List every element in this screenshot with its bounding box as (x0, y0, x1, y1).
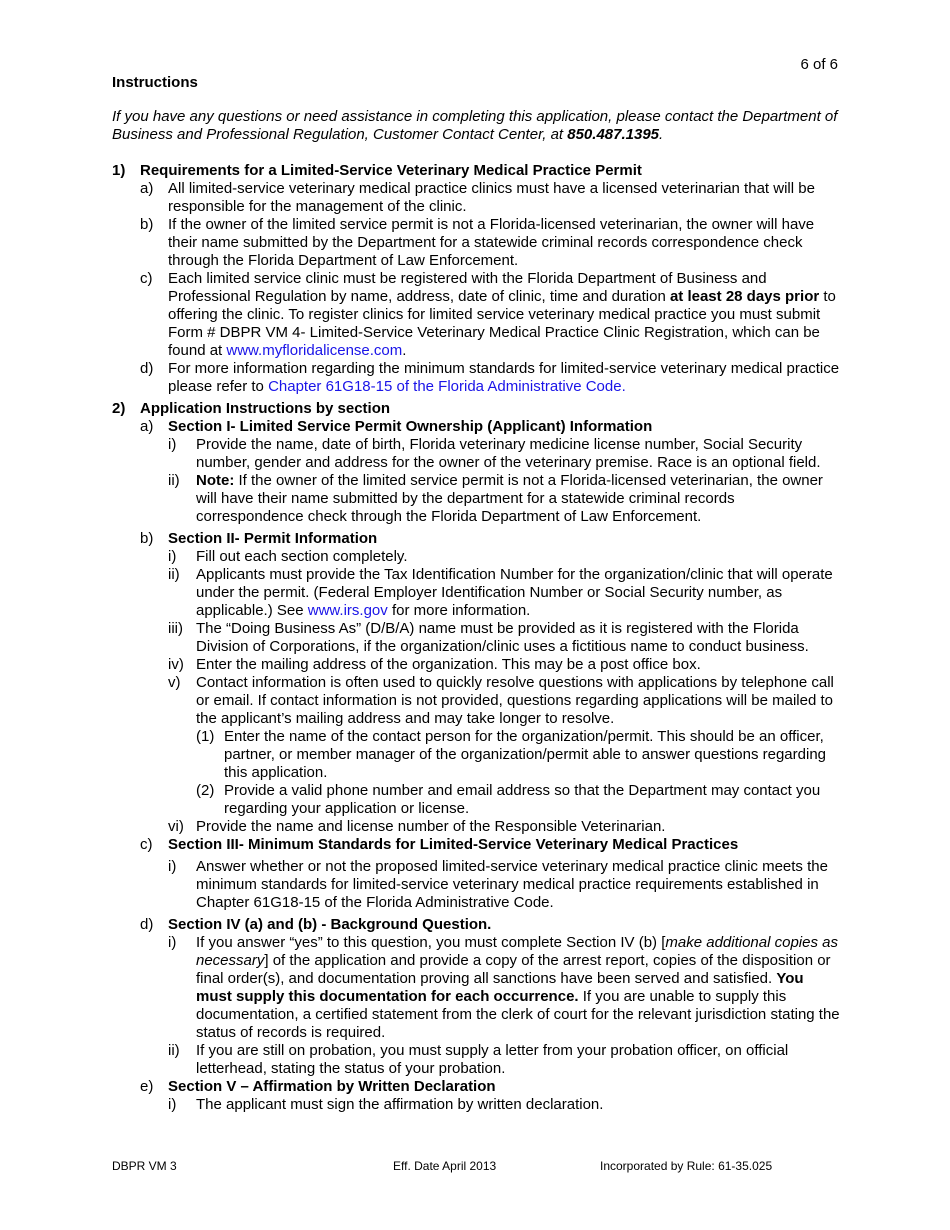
list-item: (2) Provide a valid phone number and email address so that the Department may contact you regarding your application or license. (196, 782, 821, 817)
list-item: b) If the owner of the limited service permit is not a Florida-licensed veterinarian, the owner will have their name submitted by the Department for a statewide criminal records correspondence check through the Florida Department of Law Enforcement. (140, 216, 815, 269)
list-item: i) Fill out each section completely. (168, 548, 408, 565)
subsection-heading: e) Section V – Affirmation by Written Declaration (140, 1078, 496, 1095)
footer-rule: Incorporated by Rule: 61-35.025 (600, 1159, 773, 1173)
list-item: iv) Enter the mailing address of the organization. This may be a post office box. (168, 656, 701, 673)
list-item: i) The applicant must sign the affirmation by written declaration. (168, 1096, 604, 1113)
section-2-heading: 2) Application Instructions by section (112, 400, 391, 417)
admin-code-link[interactable]: Chapter 61G18-15 of the Florida Administrative Code. (268, 378, 626, 395)
list-item: ii) Note: If the owner of the limited service permit is not a Florida-licensed veterinarian, the owner will have their name submitted by the department for a statewide criminal records correspondence check through the Florida Department of Law Enforcement. (168, 472, 823, 525)
list-item: iii) The “Doing Business As” (D/B/A) name must be provided as it is registered with the Florida Division of Corporations, if the organization/clinic uses a fictitious name to conduct business. (168, 620, 809, 655)
subsection-heading: d) Section IV (a) and (b) - Background Question. (140, 916, 492, 933)
list-item: d) For more information regarding the minimum standards for limited-service veterinary medical practice please refer to Chapter 61G18-15 of the Florida Administrative Code. (140, 360, 840, 395)
subsection-heading: c) Section III- Minimum Standards for Limited-Service Veterinary Medical Practices (140, 836, 739, 853)
list-item: a) All limited-service veterinary medical practice clinics must have a licensed veterinarian that will be responsible for the management of the clinic. (140, 180, 815, 215)
list-item: v) Contact information is often used to quickly resolve questions with applications by telephone call or email. If contact information is not provided, questions regarding applications will be mailed to the applicant’s mailing address and may take longer to resolve. (168, 674, 834, 727)
list-item: c) Each limited service clinic must be registered with the Florida Department of Business and Professional Regulation by name, address, date of clinic, time and duration at least 28 days prior to offering the clinic. To register clinics for limited service veterinary medical practice you must submit Form # DBPR VM 4- Limited-Service Veterinary Medical Practice Clinic Registration, which can be found at www.myfloridalicense.com. (140, 270, 836, 359)
contact-phone: 850.487.1395 (567, 126, 660, 143)
footer-form-number: DBPR VM 3 (112, 1159, 177, 1173)
page-title: Instructions (112, 74, 198, 91)
section-1-heading: 1) Requirements for a Limited-Service Veterinary Medical Practice Permit (112, 162, 642, 179)
subsection-heading: b) Section II- Permit Information (140, 530, 378, 547)
list-item: i) If you answer “yes” to this question, you must complete Section IV (b) [make additional copies as necessary] of the application and provide a copy of the arrest report, copies of the disposition or final order(s), and documentation proving all sanctions have been served and satisfied. You must supply this documentation for each occurrence. If you are unable to supply this documentation, a certified statement from the clerk of court for the relevant jurisdiction stating the status of records is required. (168, 934, 840, 1041)
subsection-heading: a) Section I- Limited Service Permit Ownership (Applicant) Information (140, 418, 653, 435)
list-item: i) Answer whether or not the proposed limited-service veterinary medical practice clinic meets the minimum standards for limited-service veterinary medical practice requirements established in Chapter 61G18-15 of the Florida Administrative Code. (168, 858, 828, 911)
list-item: ii) If you are still on probation, you must supply a letter from your probation officer, on official letterhead, stating the status of your probation. (168, 1042, 789, 1077)
list-item: ii) Applicants must provide the Tax Identification Number for the organization/clinic that will operate under the permit. (Federal Employer Identification Number or Social Security number, as applicable.) See www.irs.gov for more information. (168, 566, 833, 619)
list-item: i) Provide the name, date of birth, Florida veterinary medicine license number, Social Security number, gender and address for the owner of the veterinary premise. Race is an optional field. (168, 436, 821, 471)
myfloridalicense-link[interactable]: www.myfloridalicense.com (226, 342, 403, 359)
irs-link[interactable]: www.irs.gov (307, 602, 388, 619)
list-item: vi) Provide the name and license number of the Responsible Veterinarian. (168, 818, 666, 835)
list-item: (1) Enter the name of the contact person for the organization/permit. This should be an officer, partner, or member manager of the organization/permit able to answer questions regarding this application. (196, 728, 826, 781)
intro-paragraph: If you have any questions or need assistance in completing this application, please contact the Department of Business and Professional Regulation, Customer Contact Center, at 850.487.1395. (112, 108, 838, 143)
page-number: 6 of 6 (800, 56, 838, 73)
instructions-body (112, 162, 842, 1114)
footer-effective-date: Eff. Date April 2013 (393, 1159, 497, 1173)
